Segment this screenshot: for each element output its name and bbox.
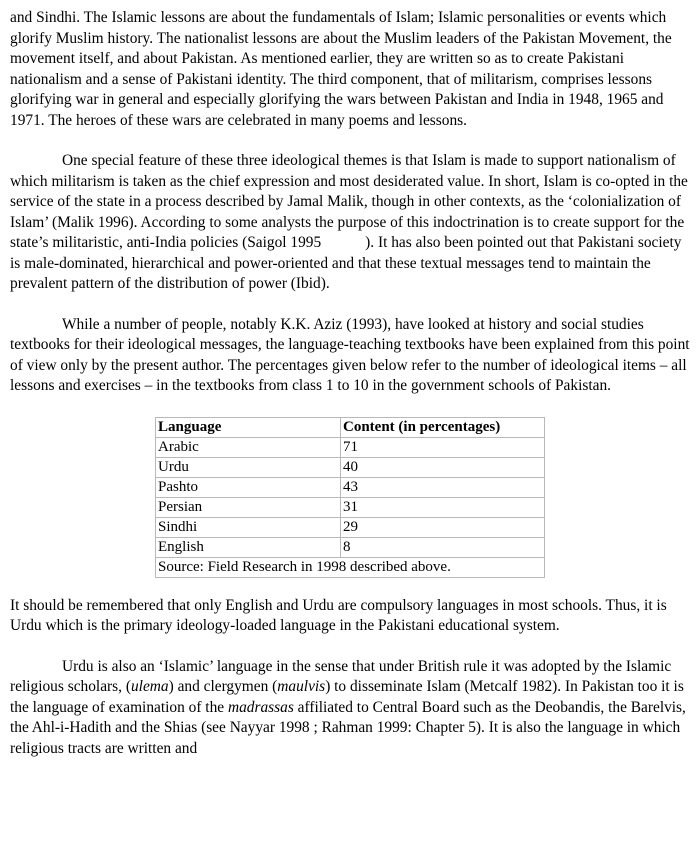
table-cell-value: 31	[341, 497, 545, 517]
paragraph-urdu-part1: Urdu is also an ‘Islamic’ language in the sense that under British rule it was adopted by the Islamic religious scholars, (	[10, 657, 672, 695]
table-cell-value: 43	[341, 477, 545, 497]
paragraph-islamic-lessons: and Sindhi. The Islamic lessons are about the fundamentals of Islam; Islamic personalities or events which glorify Muslim history. The nationalist lessons are about the Muslim leaders of the Pakistan Movement, the movement itself, and about Pakistan. As mentioned earlier, they are written so as to create Pakistani nationalism and a sense of Pakistani identity. The third component, that of militarism, comprises lessons glorifying war in general and especially glorifying the wars between Pakistan and India in 1948, 1965 and 1971. The heroes of these wars are celebrated in many poems and lessons.	[10, 9, 672, 129]
table-row	[156, 477, 545, 497]
table-row	[156, 517, 545, 537]
table-header-language: Language	[156, 417, 341, 437]
term-maulvis: maulvis	[277, 678, 326, 695]
table-row	[156, 457, 545, 477]
table-header-content: Content (in percentages)	[341, 417, 545, 437]
table-row	[156, 497, 545, 517]
paragraph-textbook-studies: While a number of people, notably K.K. Aziz (1993), have looked at history and social studies textbooks for their ideological messages, the language-teaching textbooks have been explained from this point of view only by the present author. The percentages given below refer to the number of ideological items – all lessons and exercises – in the textbooks from class 1 to 10 in the government schools of Pakistan.	[10, 315, 690, 394]
paragraph-ideological-themes-part2: ). It has also been pointed out that Pakistani society is male-dominated, hierarchical and power-oriented and that these textual messages tend to maintain the prevalent pattern of the distribution of power (Ibid).	[10, 234, 682, 292]
table-cell-value: 8	[341, 537, 545, 557]
table-cell-language: Persian	[156, 497, 341, 517]
table-row	[156, 537, 545, 557]
term-madrassas: madrassas	[227, 698, 294, 716]
term-ulema: ulema	[130, 678, 169, 695]
paragraph-urdu-islamic	[10, 657, 690, 760]
table-cell-value: 71	[341, 437, 545, 457]
table-cell-language: Arabic	[156, 437, 341, 457]
table-cell-language: Pashto	[156, 477, 341, 497]
table-cell-value: 29	[341, 517, 545, 537]
table-row	[156, 437, 545, 457]
table-cell-value: 40	[341, 457, 545, 477]
table-header-row	[156, 417, 545, 437]
paragraph-urdu-part3: ) to disseminate Islam (Metcalf 1982). In Pakistan too it is the language of examination of the	[10, 678, 684, 716]
paragraph-urdu-part2: ) and clergymen (	[168, 678, 278, 695]
paragraph-ideological-themes-part1: One special feature of these three ideological themes is that Islam is made to support nationalism of which militarism is taken as the chief expression and most desiderated value. In short, Islam is co-opted in the service of the state in a process described by Jamal Malik, though in other contexts, as the ‘colonialization of Islam’ (Malik 1996). According to some analysts the purpose of this indoctrination is to create support for the state’s militaristic, anti-India policies (Saigol 1995	[10, 152, 688, 251]
table-cell-language: Sindhi	[156, 517, 341, 537]
table-source-row	[156, 557, 545, 577]
paragraph-compulsory-languages: It should be remembered that only English and Urdu are compulsory languages in most schools. Thus, it is Urdu which is the primary ideology-loaded language in the Pakistani educational system.	[10, 596, 667, 634]
table-source-note: Source: Field Research in 1998 described above.	[156, 557, 545, 577]
paragraph-urdu-part4: affiliated to Central Board such as the Deobandis, the Barelvis, the Ahl-i-Hadith and the Shias (see Nayyar 1998 ; Rahman 1999: Chapter 5). It is also the language in which religious tracts are written and	[10, 698, 686, 757]
ideological-content-table	[155, 417, 545, 578]
table-cell-language: Urdu	[156, 457, 341, 477]
paragraph-ideological-themes	[10, 151, 690, 295]
table-cell-language: English	[156, 537, 341, 557]
document-page	[10, 8, 690, 759]
